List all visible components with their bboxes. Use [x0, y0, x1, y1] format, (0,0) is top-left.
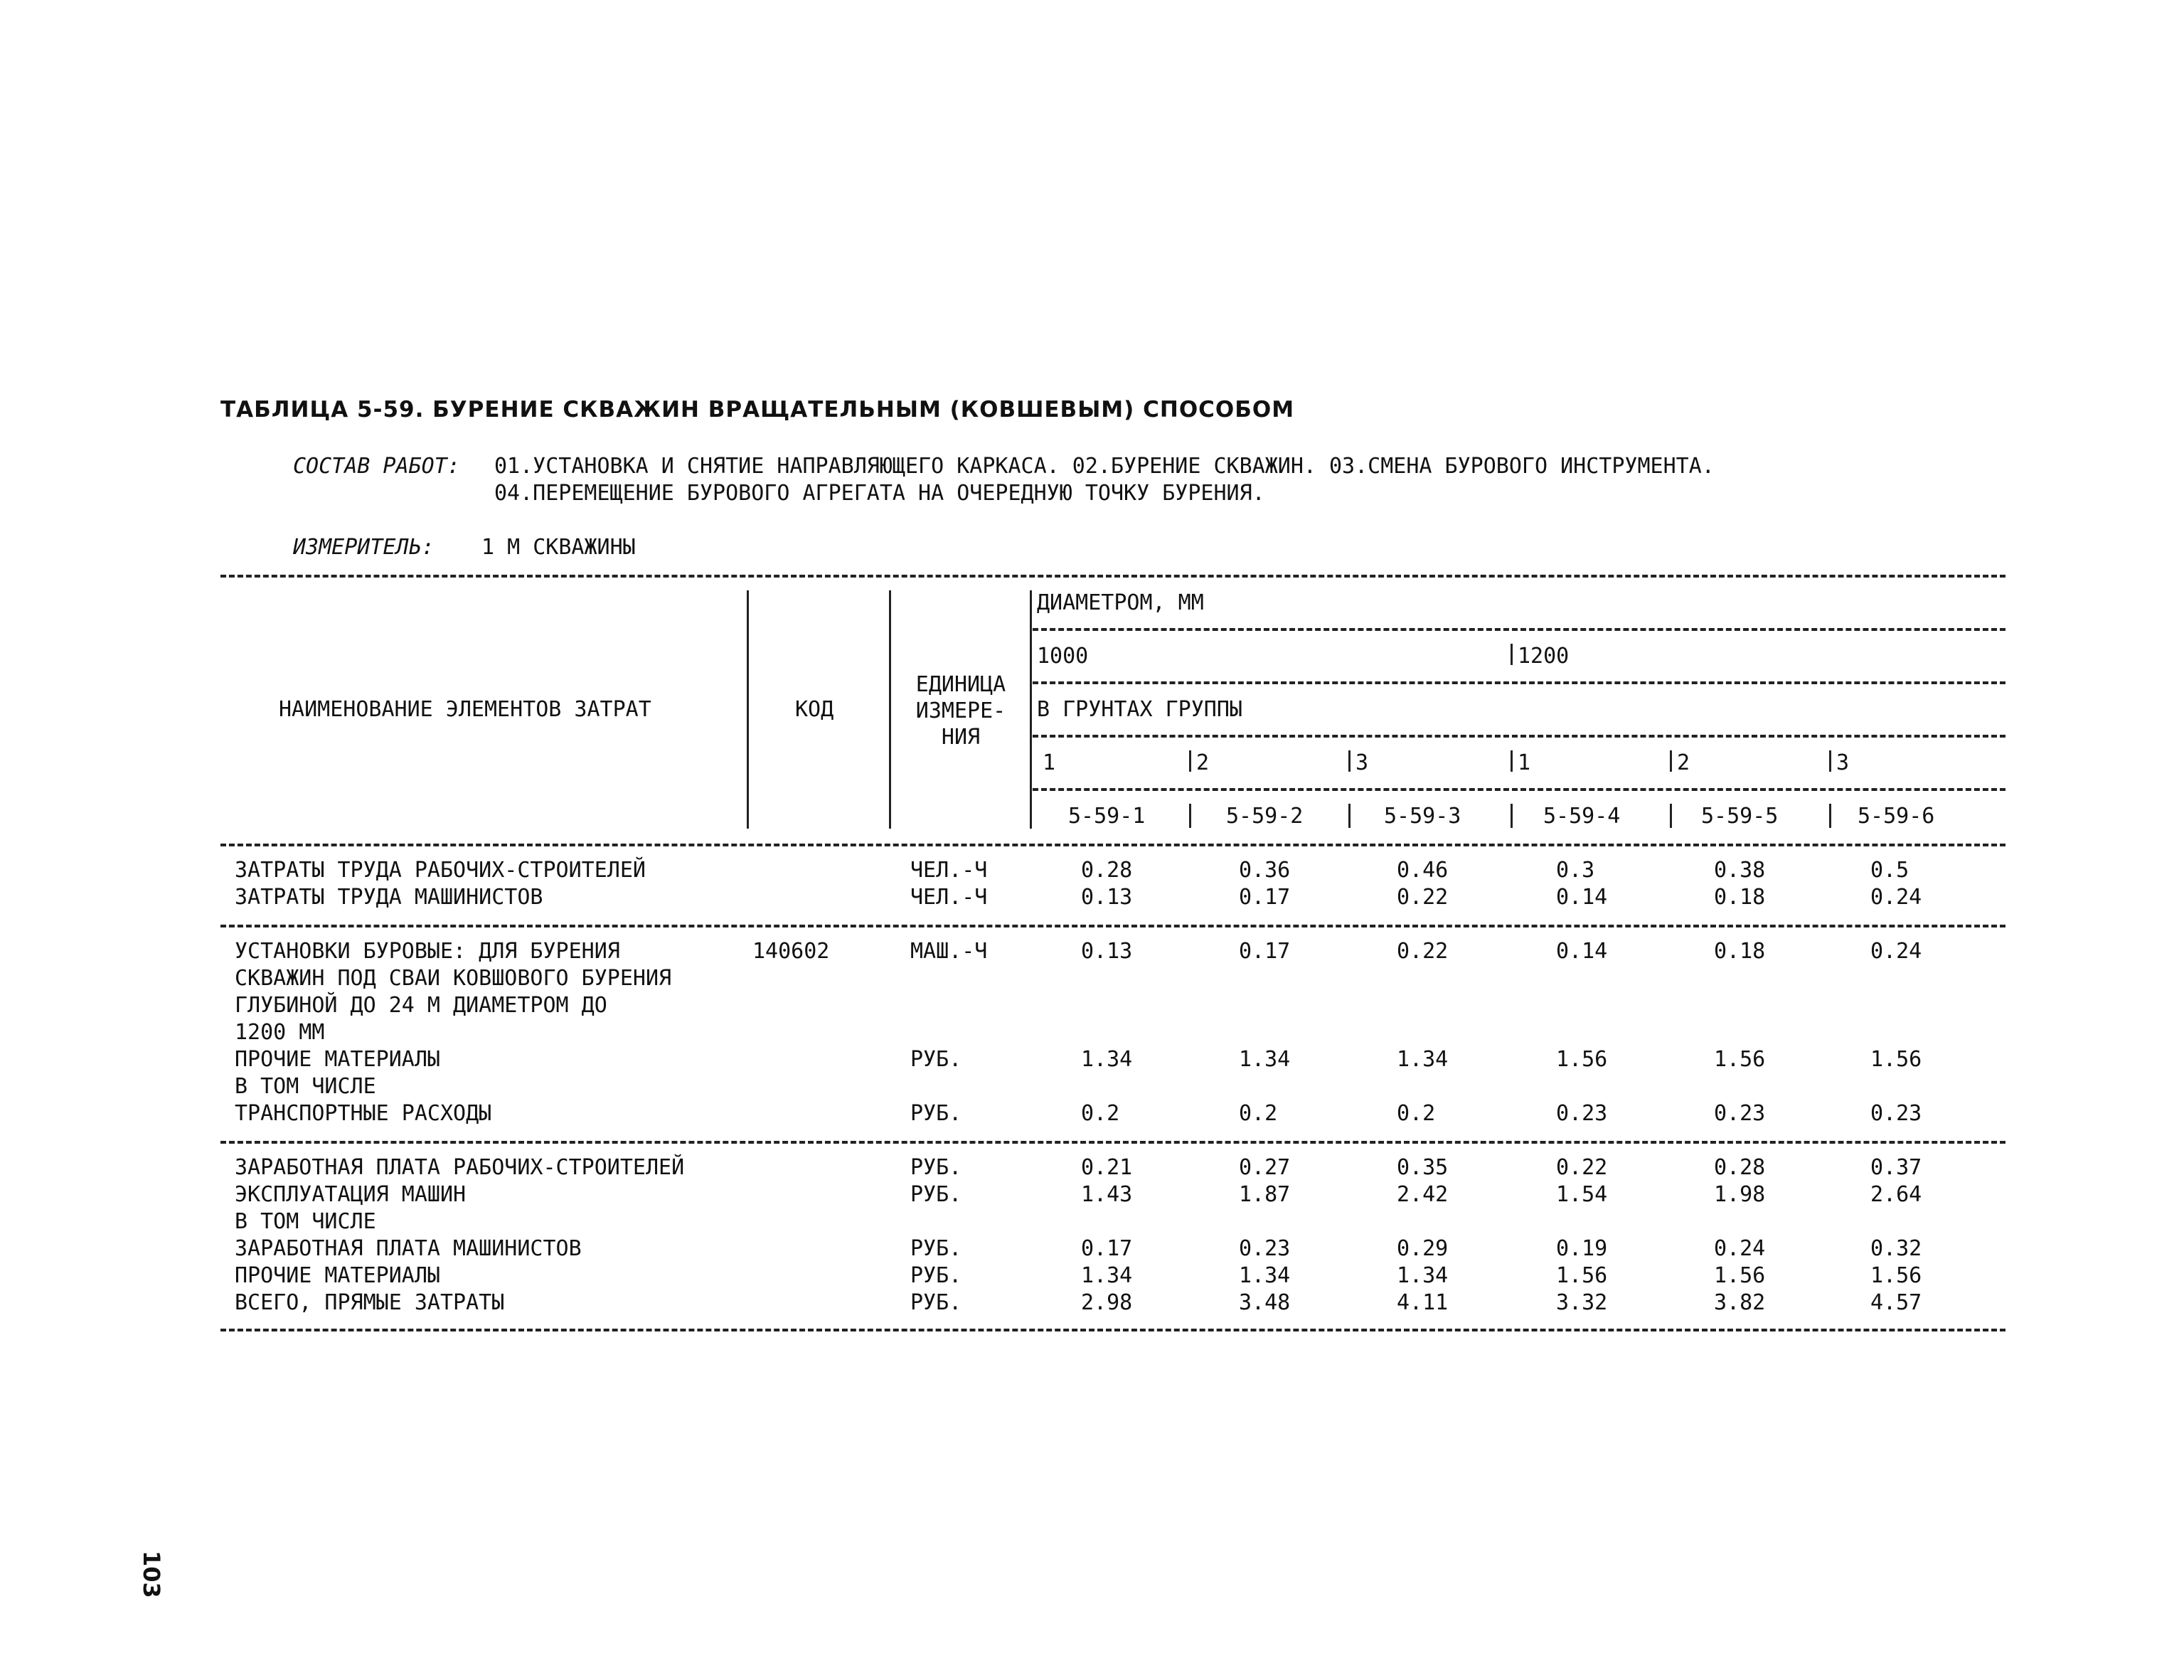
row-value-1: 0.2: [1081, 1101, 1120, 1126]
row-name: СКВАЖИН ПОД СВАИ КОВШОВОГО БУРЕНИЯ: [235, 966, 672, 991]
row-value-2: 1.34: [1239, 1263, 1291, 1288]
row-value-6: 0.24: [1870, 939, 1922, 964]
row-unit: РУБ.: [910, 1236, 962, 1261]
vline-code-unit: [889, 590, 891, 829]
row-value-5: 1.56: [1714, 1047, 1766, 1072]
vline-diameter-split: [1511, 644, 1513, 665]
header-unit-3: НИЯ: [941, 725, 981, 750]
row-value-3: 0.46: [1397, 858, 1449, 883]
row-value-1: 0.13: [1081, 939, 1133, 964]
row-name: В ТОМ ЧИСЛЕ: [235, 1074, 376, 1099]
rule-section-1: [220, 925, 2005, 927]
row-value-5: 1.56: [1714, 1263, 1766, 1288]
rule-top: [220, 575, 2005, 578]
rule-header-bottom: [220, 844, 2005, 846]
rule-section-2: [220, 1141, 2005, 1144]
vline-code-3: [1348, 804, 1351, 828]
row-value-4: 1.56: [1556, 1047, 1608, 1072]
row-value-1: 2.98: [1081, 1290, 1133, 1315]
header-d1200: 1200: [1518, 644, 1570, 669]
row-value-6: 0.24: [1870, 885, 1922, 910]
row-value-5: 1.98: [1714, 1182, 1766, 1207]
rule-header-3: [1033, 735, 2005, 738]
row-value-5: 3.82: [1714, 1290, 1766, 1315]
header-group-2: 2: [1196, 750, 1210, 775]
measure-label: ИЗМЕРИТЕЛЬ:: [293, 535, 435, 560]
row-value-2: 0.23: [1239, 1236, 1291, 1261]
row-name: ЗАТРАТЫ ТРУДА МАШИНИСТОВ: [235, 885, 543, 910]
row-value-4: 0.23: [1556, 1101, 1608, 1126]
vline-code-5: [1670, 804, 1672, 828]
vline-unit-data: [1030, 590, 1032, 829]
measure-value: 1 М СКВАЖИНЫ: [481, 535, 636, 560]
row-value-2: 0.36: [1239, 858, 1291, 883]
header-code-5: 5-59-5: [1701, 804, 1779, 829]
header-code-1: 5-59-1: [1068, 804, 1146, 829]
header-code-4: 5-59-4: [1543, 804, 1621, 829]
row-name: В ТОМ ЧИСЛЕ: [235, 1209, 376, 1234]
header-code: КОД: [795, 697, 834, 722]
row-value-1: 0.28: [1081, 858, 1133, 883]
row-value-6: 0.5: [1870, 858, 1909, 883]
row-value-5: 0.18: [1714, 939, 1766, 964]
row-value-4: 1.54: [1556, 1182, 1608, 1207]
row-value-3: 0.22: [1397, 885, 1449, 910]
row-value-1: 0.21: [1081, 1155, 1133, 1180]
vline-code-6: [1829, 804, 1831, 828]
vline-code-2: [1189, 804, 1191, 828]
row-name: ЭКСПЛУАТАЦИЯ МАШИН: [235, 1182, 467, 1207]
row-value-2: 0.27: [1239, 1155, 1291, 1180]
row-value-5: 0.28: [1714, 1155, 1766, 1180]
rule-header-2: [1033, 681, 2005, 684]
header-d1000: 1000: [1037, 644, 1089, 669]
header-code-3: 5-59-3: [1384, 804, 1461, 829]
row-value-1: 0.17: [1081, 1236, 1133, 1261]
row-unit: РУБ.: [910, 1155, 962, 1180]
row-value-4: 0.3: [1556, 858, 1595, 883]
header-code-6: 5-59-6: [1858, 804, 1935, 829]
row-code: 140602: [752, 939, 830, 964]
row-unit: РУБ.: [910, 1290, 962, 1315]
work-line-2: 04.ПЕРЕМЕЩЕНИЕ БУРОВОГО АГРЕГАТА НА ОЧЕРЕДНУЮ ТОЧКУ БУРЕНИЯ.: [494, 481, 1265, 506]
row-value-3: 0.35: [1397, 1155, 1449, 1180]
header-group-1: 1: [1043, 750, 1056, 775]
row-value-4: 1.56: [1556, 1263, 1608, 1288]
row-value-4: 0.19: [1556, 1236, 1608, 1261]
row-value-4: 3.32: [1556, 1290, 1608, 1315]
row-name: ЗАРАБОТНАЯ ПЛАТА МАШИНИСТОВ: [235, 1236, 582, 1261]
row-name: ПРОЧИЕ МАТЕРИАЛЫ: [235, 1263, 440, 1288]
row-value-6: 2.64: [1870, 1182, 1922, 1207]
row-value-3: 4.11: [1397, 1290, 1449, 1315]
page-number: 103: [138, 1551, 165, 1598]
header-diameter: ДИАМЕТРОМ, ММ: [1037, 590, 1204, 615]
row-value-4: 0.22: [1556, 1155, 1608, 1180]
row-value-6: 4.57: [1870, 1290, 1922, 1315]
row-value-6: 1.56: [1870, 1047, 1922, 1072]
row-name: ВСЕГО, ПРЯМЫЕ ЗАТРАТЫ: [235, 1290, 505, 1315]
row-name: ГЛУБИНОЙ ДО 24 М ДИАМЕТРОМ ДО: [235, 993, 607, 1018]
row-value-4: 0.14: [1556, 885, 1608, 910]
header-unit-2: ИЗМЕРЕ-: [915, 698, 1006, 723]
header-unit-1: ЕДИНИЦА: [915, 672, 1006, 697]
row-unit: МАШ.-Ч: [910, 939, 988, 964]
row-value-5: 0.38: [1714, 858, 1766, 883]
row-name: ТРАНСПОРТНЫЕ РАСХОДЫ: [235, 1101, 492, 1126]
vline-group-3: [1348, 750, 1351, 772]
header-group-5: 2: [1677, 750, 1690, 775]
row-name: ЗАТРАТЫ ТРУДА РАБОЧИХ-СТРОИТЕЛЕЙ: [235, 858, 646, 883]
row-value-2: 0.17: [1239, 939, 1291, 964]
row-value-3: 0.22: [1397, 939, 1449, 964]
row-value-5: 0.24: [1714, 1236, 1766, 1261]
row-value-1: 1.34: [1081, 1263, 1133, 1288]
row-unit: ЧЕЛ.-Ч: [910, 885, 988, 910]
row-value-3: 1.34: [1397, 1263, 1449, 1288]
row-unit: РУБ.: [910, 1101, 962, 1126]
row-unit: ЧЕЛ.-Ч: [910, 858, 988, 883]
vline-code-4: [1511, 804, 1513, 828]
row-value-6: 0.32: [1870, 1236, 1922, 1261]
row-value-6: 0.23: [1870, 1101, 1922, 1126]
work-line-1: 01.УСТАНОВКА И СНЯТИЕ НАПРАВЛЯЮЩЕГО КАРКАСА. 02.БУРЕНИЕ СКВАЖИН. 03.СМЕНА БУРОВОГО ИНСТРУМЕНТА.: [494, 454, 1715, 479]
row-unit: РУБ.: [910, 1182, 962, 1207]
work-label: СОСТАВ РАБОТ:: [293, 454, 460, 479]
row-value-2: 1.87: [1239, 1182, 1291, 1207]
vline-group-5: [1670, 750, 1672, 772]
row-value-1: 0.13: [1081, 885, 1133, 910]
header-group-4: 1: [1518, 750, 1531, 775]
vline-name-code: [747, 590, 749, 829]
row-name: ПРОЧИЕ МАТЕРИАЛЫ: [235, 1047, 440, 1072]
row-value-3: 2.42: [1397, 1182, 1449, 1207]
row-value-3: 0.29: [1397, 1236, 1449, 1261]
header-group-3: 3: [1355, 750, 1369, 775]
rule-header-4: [1033, 788, 2005, 791]
row-value-6: 1.56: [1870, 1263, 1922, 1288]
header-code-2: 5-59-2: [1226, 804, 1304, 829]
row-value-5: 0.18: [1714, 885, 1766, 910]
vline-group-2: [1189, 750, 1191, 772]
row-value-2: 3.48: [1239, 1290, 1291, 1315]
row-name: ЗАРАБОТНАЯ ПЛАТА РАБОЧИХ-СТРОИТЕЛЕЙ: [235, 1155, 685, 1180]
rule-bottom: [220, 1329, 2005, 1331]
row-value-2: 0.2: [1239, 1101, 1278, 1126]
row-value-4: 0.14: [1556, 939, 1608, 964]
vline-group-4: [1511, 750, 1513, 772]
header-soil: В ГРУНТАХ ГРУППЫ: [1037, 697, 1242, 722]
row-value-1: 1.34: [1081, 1047, 1133, 1072]
row-value-5: 0.23: [1714, 1101, 1766, 1126]
header-group-6: 3: [1836, 750, 1850, 775]
row-value-3: 1.34: [1397, 1047, 1449, 1072]
rule-header-1: [1033, 628, 2005, 631]
row-name: УСТАНОВКИ БУРОВЫЕ: ДЛЯ БУРЕНИЯ: [235, 939, 620, 964]
row-value-2: 0.17: [1239, 885, 1291, 910]
row-unit: РУБ.: [910, 1263, 962, 1288]
row-unit: РУБ.: [910, 1047, 962, 1072]
row-name: 1200 ММ: [235, 1020, 325, 1045]
row-value-2: 1.34: [1239, 1047, 1291, 1072]
table-title: ТАБЛИЦА 5-59. БУРЕНИЕ СКВАЖИН ВРАЩАТЕЛЬНЫМ (КОВШЕВЫМ) СПОСОБОМ: [220, 397, 1295, 422]
row-value-1: 1.43: [1081, 1182, 1133, 1207]
vline-group-6: [1829, 750, 1831, 772]
row-value-3: 0.2: [1397, 1101, 1436, 1126]
row-value-6: 0.37: [1870, 1155, 1922, 1180]
header-name: НАИМЕНОВАНИЕ ЭЛЕМЕНТОВ ЗАТРАТ: [279, 697, 651, 722]
